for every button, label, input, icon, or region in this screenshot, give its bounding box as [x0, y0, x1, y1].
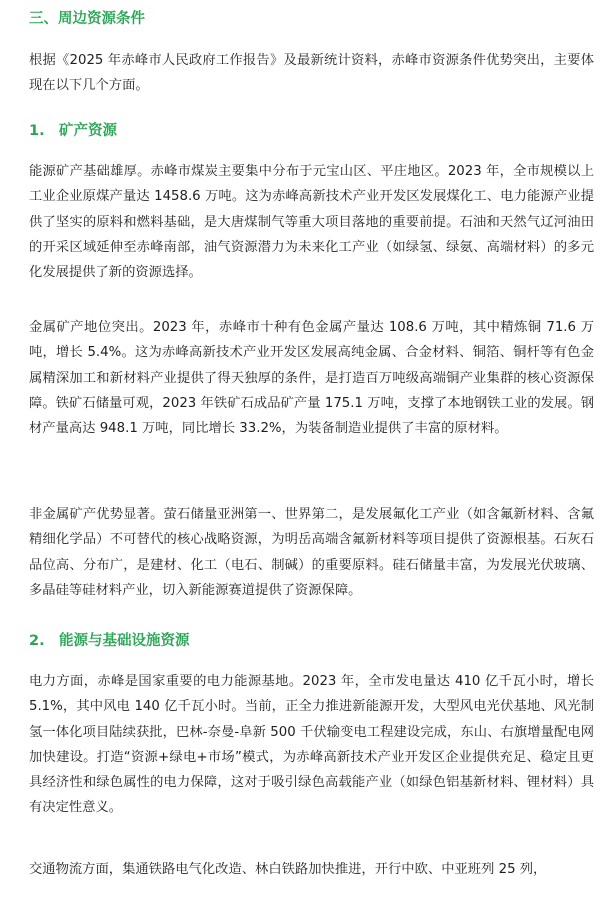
- intro-paragraph: 根据《2025 年赤峰市人民政府工作报告》及最新统计资料，赤峰市资源条件优势突出，主要体现在以下几个方面。: [29, 53, 594, 94]
- subsection-title: 矿产资源: [59, 123, 117, 139]
- section-title: 三、周边资源条件: [29, 11, 145, 27]
- subsection-number: 1.: [29, 123, 45, 139]
- paragraph-transport: 交通物流方面，集通铁路电气化改造、林白铁路加快推进，开行中欧、中亚班列 25 列，: [29, 862, 547, 877]
- subsection-heading-mineral: [29, 121, 117, 141]
- paragraph-energy-minerals: 能源矿产基础雄厚。赤峰市煤炭主要集中分布于元宝山区、平庄地区。2023 年，全市规模以上工业企业原煤产量达 1458.6 万吨。这为赤峰高新技术产业开发区发展煤化工、电力能源产业提供了坚实的原料和燃料基础，是大唐煤制气等重大项目落地的重要前提。石油和天然气辽河油田的开采区域延伸至赤峰南部，油气资源潜力为未来化工产业（如绿氢、绿氨、高端材料）的多元化发展提供了新的资源选择。: [29, 164, 594, 281]
- paragraph-electricity: 电力方面，赤峰是国家重要的电力能源基地。2023 年，全市发电量达 410 亿千瓦小时，增长 5.1%，其中风电 140 亿千瓦小时。当前，正全力推进新能源开发，大型风电光伏基地、风光制氢一体化项目陆续获批，巴林-奈曼-阜新 500 千伏输变电工程建设完成，东山、右旗增量配电网加快建设。打造“资源+绿电+市场”模式，为赤峰高新技术产业开发区企业提供充足、稳定且更具经济性和绿色属性的电力保障，这对于吸引绿色高载能产业（如绿色铝基新材料、锂材料）具有决定性意义。: [29, 674, 594, 816]
- paragraph-metal-minerals: 金属矿产地位突出。2023 年，赤峰市十种有色金属产量达 108.6 万吨，其中精炼铜 71.6 万吨，增长 5.4%。这为赤峰高新技术产业开发区发展高纯金属、合金材料、铜箔、铜杆等有色金属精深加工和新材料产业提供了得天独厚的条件，是打造百万吨级高端铜产业集群的核心资源保障。铁矿石储量可观，2023 年铁矿石成品矿产量 175.1 万吨，支撑了本地钢铁工业的发展。钢材产量高达 948.1 万吨，同比增长 33.2%，为装备制造业提供了丰富的原材料。: [29, 320, 594, 437]
- subsection-heading-energy: [29, 631, 190, 651]
- paragraph-nonmetal-minerals: 非金属矿产优势显著。萤石储量亚洲第一、世界第二，是发展氟化工产业（如含氟新材料、含氟精细化学品）不可替代的核心战略资源，为明岳高端含氟新材料等项目提供了资源根基。石灰石品位高、分布广，是建材、化工（电石、制碱）的重要原料。硅石储量丰富，为发展光伏玻璃、多晶硅等硅材料产业，切入新能源赛道提供了资源保障。: [29, 507, 594, 598]
- subsection-number: 2.: [29, 633, 45, 649]
- subsection-title: 能源与基础设施资源: [59, 633, 190, 649]
